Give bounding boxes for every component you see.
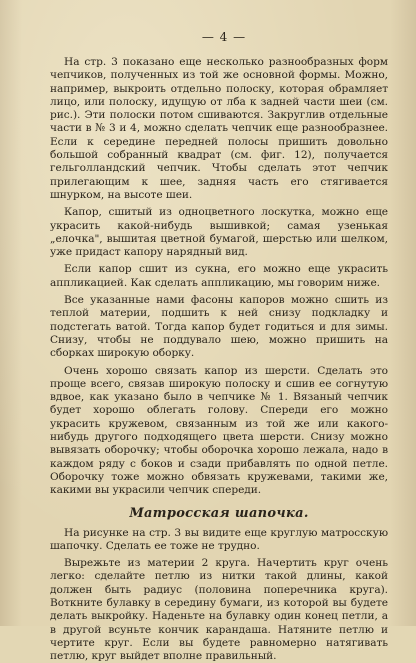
paragraph-bonnet-forms: На стр. 3 показано еще несколько разнообразных форм чепчиков, полученных из той же основной формы. Можно, например, выкроить отдельно полоску, которая обрамляет лицо, или полоску, идущую от лба к задней части шеи (см. рис.). Эти полоски потом сшиваются. Закруглив отдельные части в № 3 и 4, можно сделать чепчик еще разнообразнее. Если к середине передней полосы пришить довольно большой собранный квадрат (см. фиг. 12), получается гельголландский чепчик. Чтобы сделать этот чепчик прилегающим к шее, задняя часть его стягивается шнурком, на высоте шеи. [50, 56, 388, 201]
paragraph-applique: Если капор сшит из сукна, его можно еще украсить аппликацией. Как сделать аппликацию, мы говорим ниже. [50, 263, 388, 289]
paragraph-knitted-bonnet: Очень хорошо связать капор из шерсти. Сделать это проще всего, связав широкую полоску и сшив ее согнутую вдвое, как указано было в чепчике № 1. Вязаный чепчик будет хорошо облегать голову. Спереди его можно украсить кружевом, связанным из той же или какого-нибудь другого подходящего цвета шерсти. Снизу можно вывязать оборочку; чтобы оборочка хорошо лежала, надо в каждом ряду с боков и сзади прибавлять по одной петле. Оборочку тоже можно обвязать кружевами, такими же, какими вы украсили чепчик спереди. [50, 364, 388, 497]
section-title: Матросская шапочка. [129, 505, 309, 521]
paragraph-sailor-cap-intro: На рисунке на стр. 3 вы видите еще круглую матросскую шапочку. Сделать ее тоже не трудно. [50, 526, 388, 552]
paragraph-embroidery: Капор, сшитый из одноцветного лоскутка, можно еще украсить какой-нибудь вышивкой; самая узенькая „елочка", вышитая цветной бумагой, шерстью или шелком, уже придаст капору нарядный вид. [50, 206, 388, 259]
paragraph-winter-lining: Все указанные нами фасоны капоров можно сшить из теплой материи, подшить к ней снизу подкладку и подстегать ватой. Тогда капор будет годиться и для зимы. Снизу, чтобы не поддувало шею, можно пришить на сборках широкую оборку. [50, 294, 388, 360]
paragraph-drawing-circle: Вырежьте из материи 2 круга. Начертить круг очень легко: сделайте петлю из нитки такой длины, какой должен быть радиус (половина поперечника круга). Воткните булавку в середину бумаги, из которой вы будете делать выкройку. Наденьте на булавку один конец петли, а в другой всуньте кончик карандаша. Натяните петлю и чертите круг. Если вы будете равномерно натягивать петлю, круг выйдет вполне правильный. [50, 557, 388, 663]
page-number: — 4 — [201, 30, 247, 44]
